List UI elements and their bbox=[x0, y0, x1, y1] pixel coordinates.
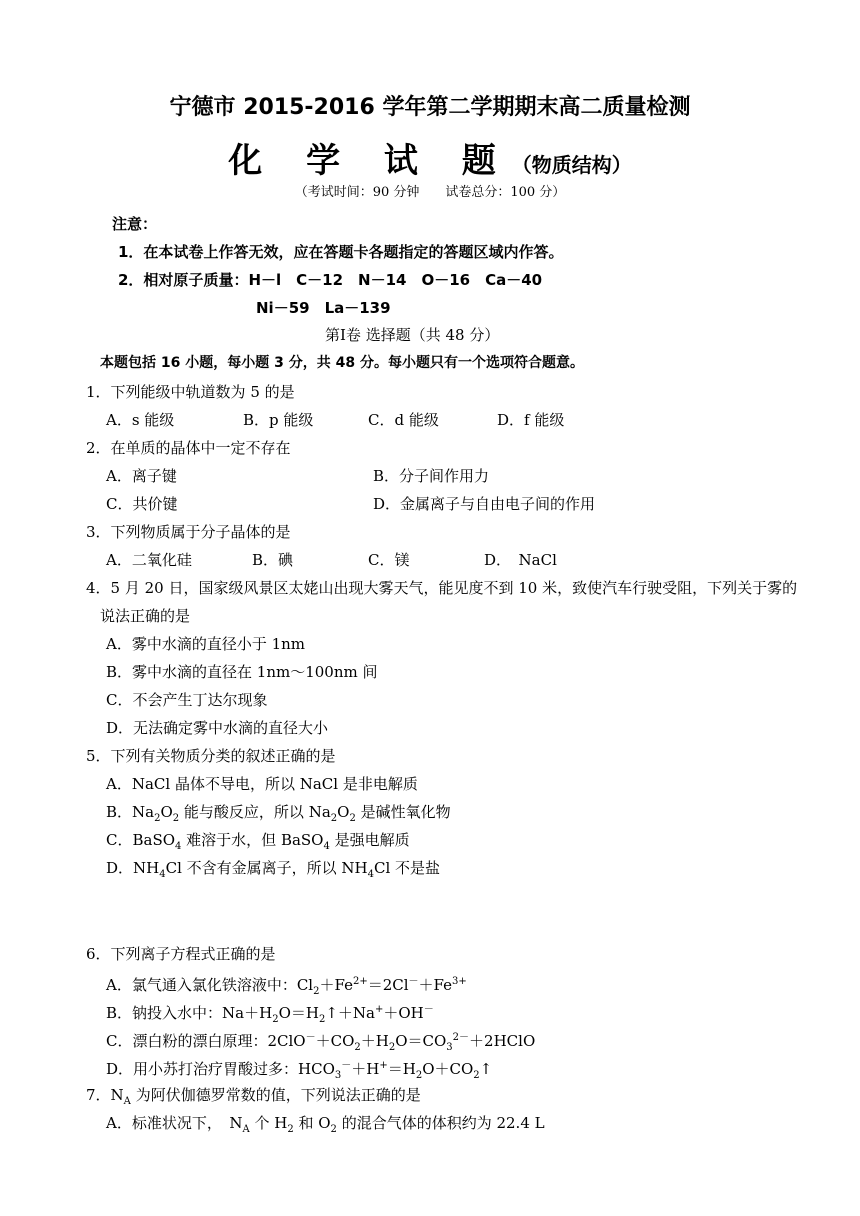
question-6-option-a: A．氯气通入氯化铁溶液中：$Cl_2+Fe^{2+}=2Cl^-+Fe^{3+}$ bbox=[106, 976, 467, 997]
question-3-option-a: A．二氧化硅 bbox=[106, 551, 192, 569]
question-3-option-c: C．镁 bbox=[368, 551, 410, 569]
exam-info: （考试时间：90 分钟 试卷总分：100 分） bbox=[294, 185, 566, 200]
question-1-stem: 1．下列能级中轨道数为 5 的是 bbox=[86, 383, 295, 401]
question-7-option-a: A．标准状况下， $N_A$ 个 $H_2$ 和 $O_2$ 的混合气体的体积约为 22.4 L bbox=[106, 1114, 545, 1135]
question-5-option-d: D．$NH_4Cl$ 不含有金属离子，所以 $NH_4Cl$ 不是盐 bbox=[106, 859, 441, 880]
question-4-option-b: B．雾中水滴的直径在 1nm～100nm 间 bbox=[106, 663, 378, 681]
section-instruction: 本题包括 16 小题，每小题 3 分，共 48 分。每小题只有一个选项符合题意。 bbox=[100, 355, 584, 371]
question-2-option-b: B．分子间作用力 bbox=[373, 467, 490, 485]
question-6-option-d: D．用小苏打治疗胃酸过多：$HCO_3^-+H^+=H_2O+CO_2↑$ bbox=[106, 1060, 493, 1081]
question-3-option-b: B．碘 bbox=[252, 551, 294, 569]
section-title: 第Ⅰ卷 选择题（共 48 分） bbox=[325, 326, 500, 344]
subject-name: 化 学 试 题 bbox=[228, 141, 512, 181]
question-6-stem: 6．下列离子方程式正确的是 bbox=[86, 945, 276, 963]
question-4-option-a: A．雾中水滴的直径小于 1nm bbox=[106, 635, 306, 653]
question-5-option-a: A．NaCl 晶体不导电，所以 NaCl 是非电解质 bbox=[106, 775, 418, 793]
notice-item-2-cont: Ni－59 La－139 bbox=[256, 299, 391, 317]
question-3-option-d: D． NaCl bbox=[484, 551, 557, 569]
question-5-stem: 5．下列有关物质分类的叙述正确的是 bbox=[86, 747, 336, 765]
question-1-option-b: B．p 能级 bbox=[243, 411, 314, 429]
question-4-option-d: D．无法确定雾中水滴的直径大小 bbox=[106, 719, 329, 737]
question-6-option-c: C．漂白粉的漂白原理：$2ClO^-+CO_2+H_2O=CO_3^{2-}+2HClO$ bbox=[106, 1032, 536, 1053]
question-3-stem: 3．下列物质属于分子晶体的是 bbox=[86, 523, 291, 541]
question-7-stem: 7．$N_A$ 为阿伏伽德罗常数的值，下列说法正确的是 bbox=[86, 1086, 421, 1107]
question-5-option-c: C．BaSO$_4$ 难溶于水，但 BaSO$_4$ 是强电解质 bbox=[106, 831, 410, 852]
question-5-option-b: B．$Na_2O_2$ 能与酸反应，所以 $Na_2O_2$ 是碱性氧化物 bbox=[106, 803, 451, 824]
question-4-stem: 4．5 月 20 日，国家级风景区太姥山出现大雾天气，能见度不到 10 米，致使汽车行驶受阻，下列关于雾的 bbox=[86, 579, 798, 597]
question-1-option-d: D．f 能级 bbox=[497, 411, 565, 429]
question-6-option-b: B．钠投入水中：$Na+H_2O=H_2↑+Na^++OH^-$ bbox=[106, 1004, 434, 1025]
question-4-stem-cont: 说法正确的是 bbox=[100, 607, 191, 625]
notice-item-1: 1．在本试卷上作答无效，应在答题卡各题指定的答题区域内作答。 bbox=[118, 243, 564, 261]
subject-note: （物质结构） bbox=[511, 153, 632, 177]
question-1-option-c: C．d 能级 bbox=[368, 411, 439, 429]
question-1-option-a: A．s 能级 bbox=[106, 411, 175, 429]
notice-heading: 注意： bbox=[112, 215, 158, 233]
subject-title bbox=[0, 133, 860, 182]
question-4-option-c: C．不会产生丁达尔现象 bbox=[106, 691, 268, 709]
notice-item-2: 2．相对原子质量：H－l C－12 N－14 O－16 Ca－40 bbox=[118, 271, 543, 289]
question-2-stem: 2．在单质的晶体中一定不存在 bbox=[86, 439, 291, 457]
exam-title: 宁德市 2015-2016 学年第二学期期末高二质量检测 bbox=[169, 95, 691, 120]
question-2-option-d: D．金属离子与自由电子间的作用 bbox=[373, 495, 596, 513]
question-2-option-c: C．共价键 bbox=[106, 495, 178, 513]
question-2-option-a: A．离子键 bbox=[106, 467, 177, 485]
